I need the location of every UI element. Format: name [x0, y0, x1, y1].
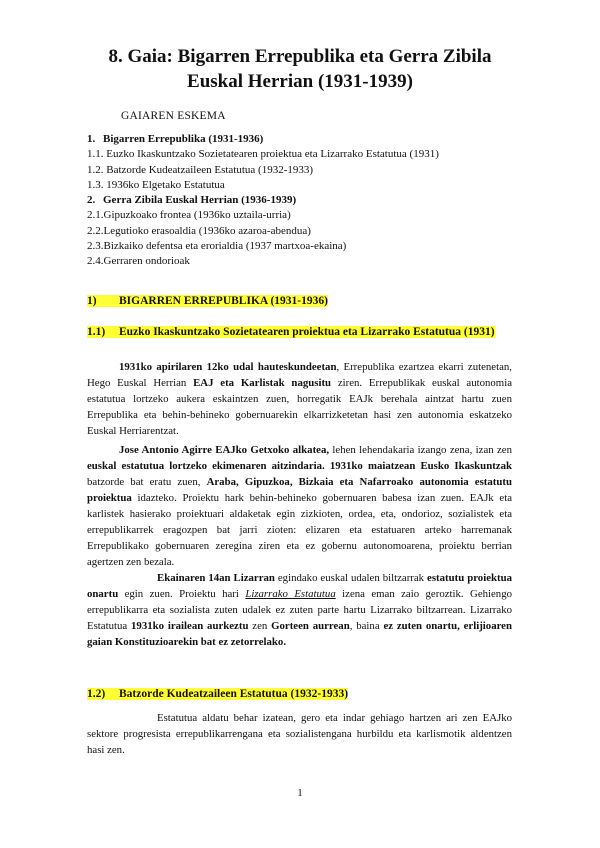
paragraph: Ekainaren 14an Lizarran egindako euskal udalen biltzarrak estatutu proiektua onartu egin zuen. Proiektu hari Lizarrako Estatutua izena eman zaio geroztik. Gehiengo errepublikarra eta sozialista zuten udalek ez zuten parte hartu Lizarrako biltzarrean. Lizarrako Estatutua 1931ko irailean aurkeztu zen Gorteen aurrean, baina ez zuten onartu, erlijioaren gaian Konstituzioarekin bat ez zetorrelako. [87, 572, 512, 648]
table-of-contents [87, 132, 439, 270]
section-heading-1-2: 1.2) Batzorde Kudeatzaileen Estatutua (1932-1933) [87, 688, 349, 700]
toc-item: 2.2.Legutioko erasoaldia (1936ko azaroa-abendua) [87, 224, 311, 237]
toc-item: 1.2. Batzorde Kudeatzaileen Estatutua (1932-1933) [87, 163, 314, 176]
toc-item: 2.1.Gipuzkoako frontea (1936ko uztaila-urria) [87, 209, 291, 222]
paragraph: 1931ko apirilaren 12ko udal hauteskundeetan, Errepublika ezartzea ekarri zutenetan, Hego Euskal Herrian EAJ eta Karlistak nagusitu ziren. Errepublikak euskal autonomia estatutua lortzeko aukera eskaintzen zuen, horregatik EAJk berehala aintzat hartu zuen Errepublika eta behin-behineko gobernuarekin elkarrizketetan hasi zen autonomia eskatzeko Euskal Herriarentzat. [87, 361, 512, 437]
title-line-1: 8. Gaia: Bigarren Errepublika eta Gerra Zibila [108, 46, 492, 67]
title-line-2: Euskal Herrian (1931-1939) [187, 71, 413, 92]
section-heading-1: 1) BIGARREN ERREPUBLIKA (1931-1936) [87, 295, 328, 307]
outline-heading: GAIAREN ESKEMA [121, 110, 226, 122]
toc-item: 1.3. 1936ko Elgetako Estatutua [87, 178, 225, 191]
paragraph: Jose Antonio Agirre EAJko Getxoko alkatea, lehen lehendakaria izango zena, izan zen euskal estatutua lortzeko ekimenaren aitzindaria. 1931ko maiatzean Eusko Ikaskuntzak batzorde bat eratu zuen, Araba, Gipuzkoa, Bizkaia eta Nafarroako autonomia estatutu proiektua idazteko. Proiektu hark behin-behineko gobernuaren babesa izan zuen. EAJk eta karlistek hasierako proiektuari aldaketak egin zizkioten, ordea, eta, ondorioz, sozialistek eta errepublikarrek eragozpen bat jarri zioten: elizaren eta estatuaren arteko harremanak Errepublikako gobernuaren zeregina ziren eta ez gobernu autonomoarena, proiektu berrian agertzen zen bezala. [87, 444, 512, 568]
toc-item: 2.4.Gerraren ondorioak [87, 255, 190, 268]
page-number: 1 [297, 787, 303, 799]
toc-item: 1.1. Euzko Ikaskuntzako Sozietatearen proiektua eta Lizarrako Estatutua (1931) [87, 148, 439, 161]
toc-item: 1. Bigarren Errepublika (1931-1936) [87, 133, 264, 145]
section-heading-1-1: 1.1) Euzko Ikaskuntzako Sozietatearen proiektua eta Lizarrako Estatutua (1931) [87, 326, 495, 338]
toc-item: 2.3.Bizkaiko defentsa eta erorialdia (1937 martxoa-ekaina) [87, 240, 347, 253]
page-title [60, 44, 540, 94]
paragraph: Estatutua aldatu behar izatean, gero eta indar gehiago hartzen ari zen EAJko sektore progresista errepublikarrengana eta sozialistengana hurbildu eta karlismotik aldentzen hasi zen. [87, 712, 512, 756]
toc-item: 2. Gerra Zibila Euskal Herrian (1936-1939) [87, 194, 297, 207]
